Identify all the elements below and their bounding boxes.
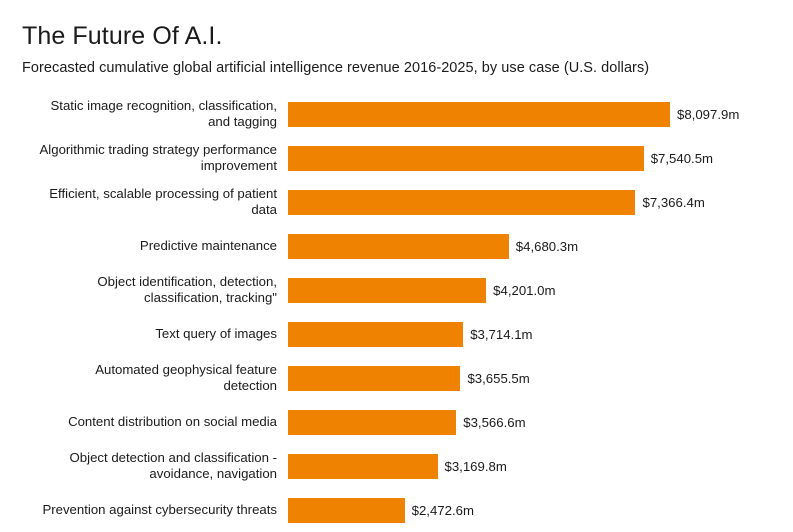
bar-category-label-line: Text query of images	[155, 326, 277, 341]
bar-plot-area	[288, 312, 793, 356]
bar-row	[0, 180, 793, 224]
bar	[288, 102, 670, 127]
bar-value-label: $3,714.1m	[470, 326, 533, 342]
bar-category-label	[0, 414, 288, 430]
bar-category-label	[0, 362, 288, 394]
bar-plot-area	[288, 488, 793, 532]
bar-plot-area	[288, 180, 793, 224]
bar-plot-area	[288, 136, 793, 180]
bar-category-label-line: improvement	[200, 158, 277, 173]
bar-category-label-line: classification, tracking"	[144, 290, 277, 305]
bar-category-label	[0, 274, 288, 306]
bar	[288, 454, 438, 479]
bar-category-label	[0, 450, 288, 482]
bar-row	[0, 444, 793, 488]
bar-plot-area	[288, 444, 793, 488]
bar-row	[0, 268, 793, 312]
bar-category-label-line: Static image recognition, classification,	[50, 98, 277, 113]
bar	[288, 322, 463, 347]
bar-row	[0, 400, 793, 444]
bar-plot-area	[288, 400, 793, 444]
bar-category-label-line: Object identification, detection,	[97, 274, 277, 289]
bar-row	[0, 224, 793, 268]
bar-category-label	[0, 502, 288, 518]
page-title: The Future Of A.I.	[22, 22, 223, 50]
bar-chart	[0, 92, 793, 532]
bar-category-label-line: Content distribution on social media	[68, 414, 277, 429]
bar-plot-area	[288, 224, 793, 268]
bar	[288, 410, 456, 435]
bar-row	[0, 488, 793, 532]
bar-category-label	[0, 186, 288, 218]
bar	[288, 146, 644, 171]
bar-category-label-line: detection	[223, 378, 277, 393]
bar-row	[0, 312, 793, 356]
bar-category-label-line: data	[251, 202, 277, 217]
bar-category-label	[0, 238, 288, 254]
bar-value-label: $4,680.3m	[515, 238, 579, 254]
bar	[288, 190, 635, 215]
bar-category-label-line: avoidance, navigation	[149, 466, 277, 481]
bar-plot-area	[288, 356, 793, 400]
bar	[288, 498, 405, 523]
bar-value-label: $3,169.8m	[444, 458, 507, 474]
bar-value-label: $8,097.9m	[677, 106, 740, 122]
bar-value-label: $3,566.6m	[463, 414, 526, 430]
bar-row	[0, 136, 793, 180]
bar-category-label-line: and tagging	[208, 114, 277, 129]
bar-category-label	[0, 326, 288, 342]
bar	[288, 366, 460, 391]
bar-value-label: $4,201.0m	[493, 282, 556, 298]
bar-category-label-line: Algorithmic trading strategy performance	[39, 142, 277, 157]
bar-value-label: $7,366.4m	[642, 194, 705, 210]
bar	[288, 278, 486, 303]
bar-category-label	[0, 98, 288, 130]
bar-plot-area	[288, 268, 793, 312]
bar-plot-area	[288, 92, 793, 136]
bar-row	[0, 92, 793, 136]
bar-category-label-line: Automated geophysical feature	[95, 362, 277, 377]
bar	[288, 234, 509, 259]
bar-category-label-line: Prevention against cybersecurity threats	[42, 502, 277, 517]
bar-value-label: $7,540.5m	[650, 150, 714, 166]
bar-category-label-line: Predictive maintenance	[139, 238, 277, 253]
bar-category-label-line: Efficient, scalable processing of patient	[49, 186, 277, 201]
bar-value-label: $3,655.5m	[467, 370, 530, 386]
bar-row	[0, 356, 793, 400]
page-subtitle: Forecasted cumulative global artificial intelligence revenue 2016-2025, by use case (U.S. dollars)	[22, 60, 650, 76]
bar-category-label	[0, 142, 288, 174]
bar-value-label: $2,472.6m	[411, 502, 474, 518]
bar-category-label-line: Object detection and classification -	[69, 450, 277, 465]
